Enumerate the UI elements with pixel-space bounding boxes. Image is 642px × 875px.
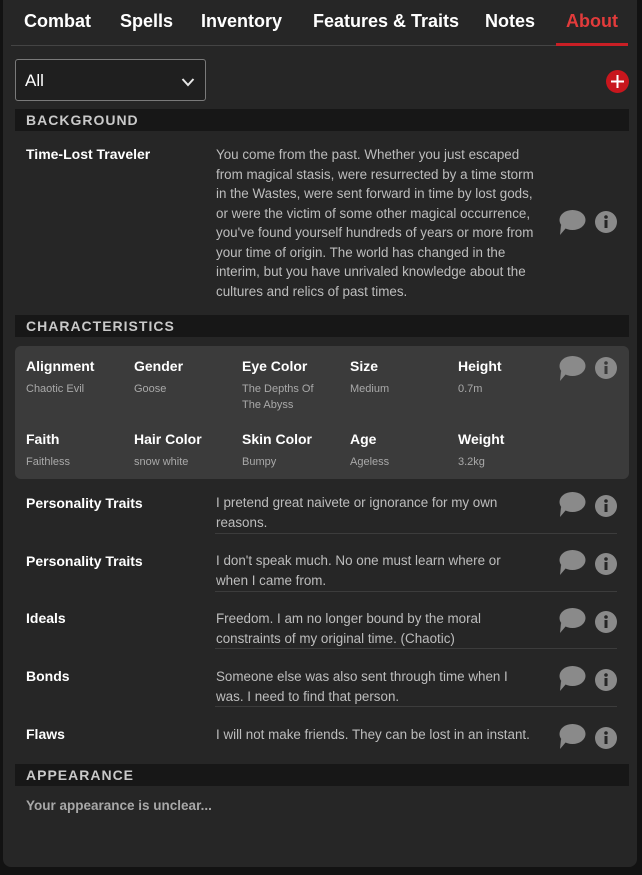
filter-selected-value: All	[25, 71, 44, 90]
speech-bubble-icon[interactable]	[557, 723, 586, 751]
trait-description	[216, 493, 554, 532]
tab-features-traits[interactable]: Features & Traits	[313, 11, 460, 31]
description-line: Someone else was also sent through time when I	[216, 669, 508, 684]
char-label-alignment: Alignment	[26, 358, 95, 374]
char-label-gender: Gender	[134, 358, 184, 374]
appearance-header: APPEARANCE	[15, 764, 629, 786]
tab-spells[interactable]: Spells	[120, 11, 174, 31]
row-divider	[215, 591, 617, 592]
add-button[interactable]	[606, 70, 629, 93]
tab-combat[interactable]: Combat	[24, 11, 91, 31]
description-line: I will not make friends. They can be lost in an instant.	[216, 727, 530, 742]
speech-bubble-icon[interactable]	[557, 607, 586, 635]
char-value-faith: Faithless	[26, 456, 71, 468]
description-line: from magical stasis, were resurrected by a time storm	[216, 166, 534, 182]
char-value-size: Medium	[350, 383, 390, 395]
char-value-alignment: Chaotic Evil	[26, 383, 85, 395]
char-value-height: 0.7m	[458, 383, 483, 395]
char-label-hair-color: Hair Color	[134, 431, 202, 447]
trait-name: Flaws	[26, 726, 65, 742]
row-divider	[215, 648, 617, 649]
description-line: constraints of my original time. (Chaotic)	[216, 630, 455, 646]
filter-select[interactable]	[15, 59, 206, 101]
char-label-size: Size	[350, 358, 379, 374]
info-icon[interactable]	[595, 727, 617, 749]
info-icon[interactable]	[595, 611, 617, 633]
row-divider	[215, 706, 617, 707]
trait-name: Personality Traits	[26, 553, 143, 569]
char-value-hair-color: snow white	[134, 456, 189, 468]
info-icon[interactable]	[595, 669, 617, 691]
trait-description	[216, 725, 561, 745]
chevron-down-icon	[181, 74, 195, 92]
description-line: interim, but you have unrivaled knowledge about the	[216, 264, 526, 279]
trait-description	[216, 667, 554, 706]
char-value-age: Ageless	[350, 456, 390, 468]
info-icon[interactable]	[595, 211, 617, 233]
speech-bubble-icon[interactable]	[557, 549, 586, 577]
trait-name: Bonds	[26, 668, 70, 684]
description-line: you've found yourself hundreds of years or more from	[216, 225, 534, 240]
info-icon[interactable]	[595, 357, 617, 379]
trait-description	[216, 609, 554, 648]
char-label-age: Age	[350, 431, 377, 447]
char-label-height: Height	[458, 358, 502, 374]
char-value-eye-color: The Depths Of The Abyss	[242, 383, 314, 411]
about-panel	[3, 0, 637, 867]
characteristics-header: CHARACTERISTICS	[15, 315, 629, 337]
tab-inventory[interactable]: Inventory	[201, 11, 283, 31]
description-line: cultures and relics of past times.	[216, 283, 408, 299]
speech-bubble-icon[interactable]	[557, 665, 586, 693]
characteristics-box[interactable]	[15, 346, 629, 479]
row-divider	[215, 533, 617, 534]
char-label-eye-color: Eye Color	[242, 358, 308, 374]
char-value-skin-color: Bumpy	[242, 456, 277, 468]
tab-about[interactable]: About	[566, 11, 618, 31]
trait-name: Personality Traits	[26, 495, 143, 511]
background-description	[216, 145, 554, 301]
trait-name: Ideals	[26, 610, 66, 626]
tab-bar	[11, 0, 627, 46]
background-name: Time-Lost Traveler	[26, 146, 151, 162]
speech-bubble-icon[interactable]	[557, 209, 586, 237]
description-line: or were the victim of some other magical occurrence,	[216, 205, 531, 221]
char-value-weight: 3.2kg	[458, 456, 485, 468]
char-label-skin-color: Skin Color	[242, 431, 313, 447]
description-line: You come from the past. Whether you just escaped	[216, 147, 520, 162]
description-line: was. I need to find that person.	[216, 688, 400, 704]
appearance-text[interactable]: Your appearance is unclear...	[26, 798, 212, 813]
plus-icon	[606, 70, 629, 93]
description-line: I don't speak much. No one must learn where or	[216, 553, 501, 568]
description-line: Freedom. I am no longer bound by the moral	[216, 611, 481, 626]
tab-notes[interactable]: Notes	[485, 11, 536, 31]
description-line: reasons.	[216, 514, 268, 530]
char-value-gender: Goose	[134, 383, 167, 395]
speech-bubble-icon[interactable]	[557, 355, 586, 383]
char-label-faith: Faith	[26, 431, 60, 447]
info-icon[interactable]	[595, 495, 617, 517]
speech-bubble-icon[interactable]	[557, 491, 586, 519]
background-header: BACKGROUND	[15, 109, 629, 131]
active-tab-indicator	[556, 43, 628, 46]
description-line: I pretend great naivete or ignorance for my own	[216, 495, 498, 510]
description-line: your time of origin. The world has changed in the	[216, 244, 506, 260]
description-line: in the Wastes, were sent forward in time by lost gods,	[216, 186, 533, 201]
info-icon[interactable]	[595, 553, 617, 575]
trait-description	[216, 551, 554, 590]
char-label-weight: Weight	[458, 431, 505, 447]
description-line: when I came from.	[216, 572, 327, 588]
